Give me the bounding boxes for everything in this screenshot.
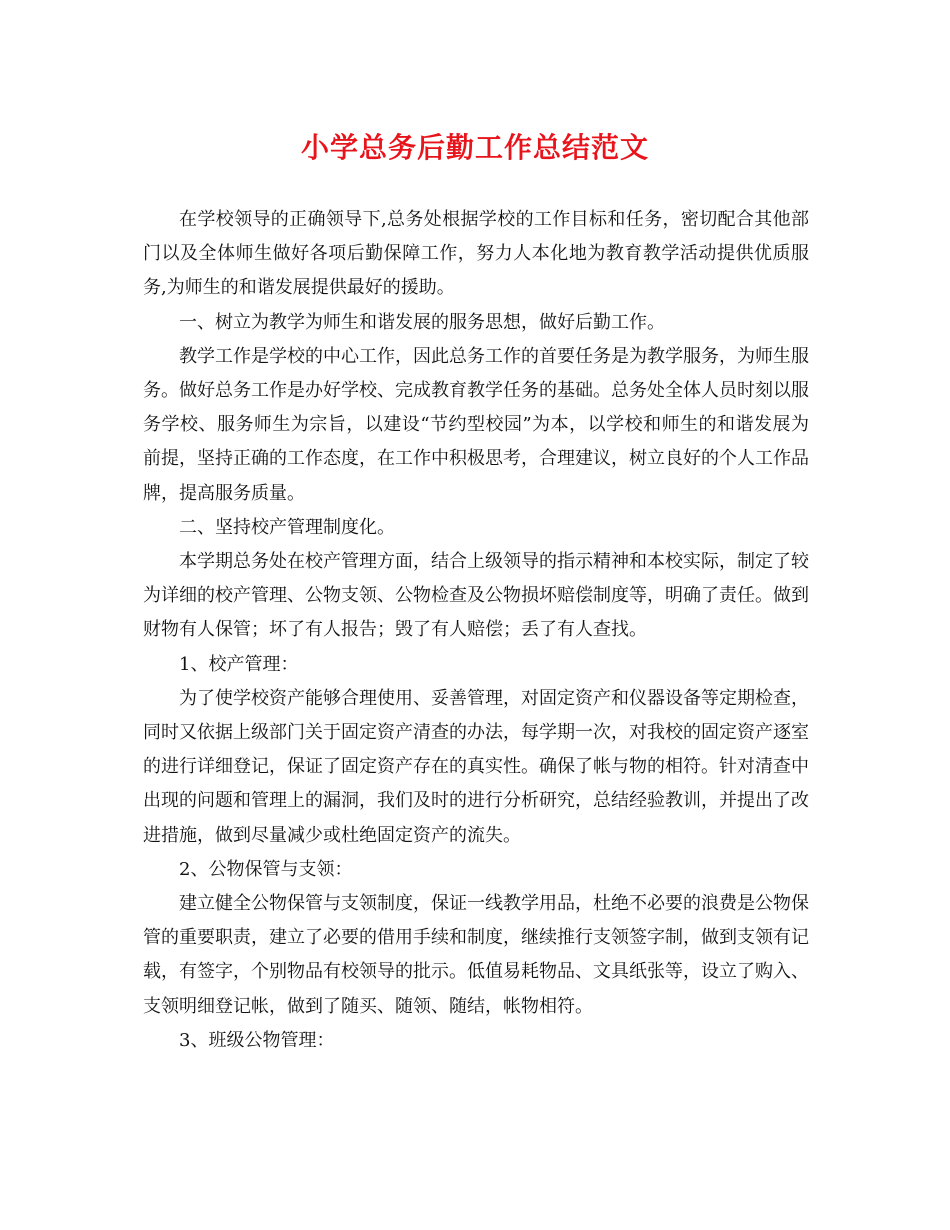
paragraph: 本学期总务处在校产管理方面，结合上级领导的指示精神和本校实际，制定了较为详细的校产管理、公物支领、公物检查及公物损坏赔偿制度等，明确了责任。做到财物有人保管；坏了有人报告；毁了有人赔偿；丢了有人查找。 — [143, 551, 809, 641]
paragraph: 为了使学校资产能够合理使用、妥善管理，对固定资产和仪器设备等定期检查，同时又依据上级部门关于固定资产清查的办法，每学期一次，对我校的固定资产逐室的进行详细登记，保证了固定资产存在的真实性。确保了帐与物的相符。针对清查中出现的问题和管理上的漏洞，我们及时的进行分析研究，总结经验教训，并提出了改进措施，做到尽量减少或杜绝固定资产的流失。 — [143, 687, 809, 846]
paragraph: 建立健全公物保管与支领制度，保证一线教学用品，杜绝不必要的浪费是公物保管的重要职责，建立了必要的借用手续和制度，继续推行支领签字制，做到支领有记载，有签字，个别物品有校领导的批示。低值易耗物品、文具纸张等，设立了购入、支领明细登记帐，做到了随买、随领、随结，帐物相符。 — [143, 893, 809, 1017]
subsection-heading: 3、班级公物管理： — [179, 1029, 335, 1051]
section-heading: 一、树立为教学为师生和谐发展的服务思想，做好后勤工作。 — [179, 311, 665, 333]
subsection-heading: 2、公物保管与支领： — [179, 858, 353, 880]
paragraph: 在学校领导的正确领导下,总务处根据学校的工作目标和任务，密切配合其他部门以及全体师生做好各项后勤保障工作，努力人本化地为教育教学活动提供优质服务,为师生的和谐发展提供最好的援助。 — [143, 209, 809, 299]
section-heading: 二、坚持校产管理制度化。 — [179, 516, 395, 538]
document-title: 小学总务后勤工作总结范文 — [300, 131, 649, 164]
subsection-heading: 1、校产管理： — [179, 653, 299, 675]
paragraph: 教学工作是学校的中心工作，因此总务工作的首要任务是为教学服务，为师生服务。做好总务工作是办好学校、完成教育教学任务的基础。总务处全体人员时刻以服务学校、服务师生为宗旨，以建设“节约型校园”为本，以学校和师生的和谐发展为前提，坚持正确的工作态度，在工作中积极思考，合理建议，树立良好的个人工作品牌，提高服务质量。 — [143, 345, 809, 504]
document-body — [143, 203, 809, 1058]
